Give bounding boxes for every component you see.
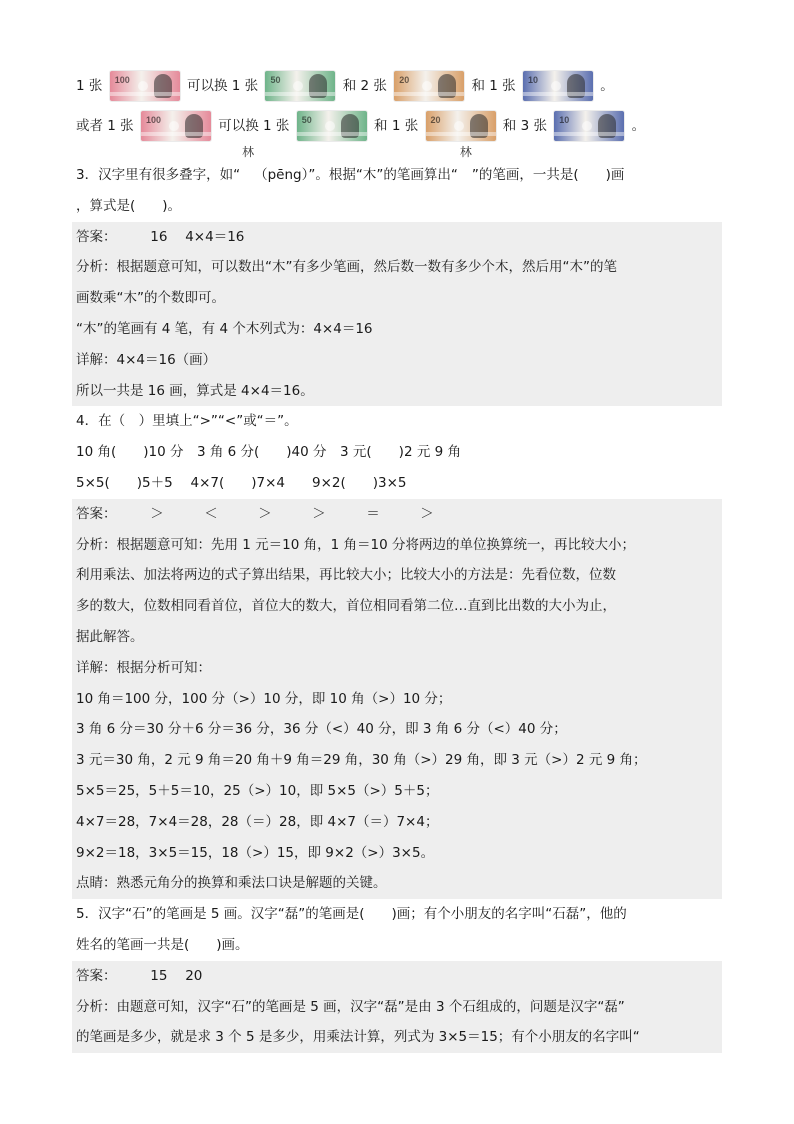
- question-3-line-2: ，算式是( )。: [76, 197, 182, 214]
- text: 和 1 张: [471, 78, 516, 94]
- question-5-line-1: 5．汉字“石”的笔画是 5 画。汉字“磊”的笔画是( )画；有个小朋友的名字叫“石磊”，他的: [76, 906, 627, 923]
- stacked-glyph: [240, 145, 255, 191]
- text: 。: [600, 78, 614, 94]
- banknote-10-image: 10: [523, 71, 593, 101]
- text: 和 3 张: [502, 118, 547, 134]
- analysis-line: 分析：根据题意可知，可以数出“木”有多少笔画，然后数一数有多少个木，然后用“木”的笔: [72, 252, 722, 283]
- text: 可以换 1 张: [218, 118, 290, 134]
- text: 和 2 张: [342, 78, 387, 94]
- money-exchange-row-1: [72, 66, 722, 106]
- question-3-line-1: [72, 145, 722, 191]
- analysis-line: 多的数大，位数相同看首位，首位大的数大，首位相同看第二位…直到比出数的大小为止，: [72, 591, 722, 622]
- analysis-line: “木”的笔画有 4 笔，有 4 个木列式为：4×4＝16: [72, 314, 722, 345]
- banknote-20-image: 20: [394, 71, 464, 101]
- banknote-100-image: 100: [141, 111, 211, 141]
- analysis-line: 的笔画是多少，就是求 3 个 5 是多少，用乘法计算，列式为 3×5＝15；有个小朋友的名字叫“: [72, 1022, 722, 1053]
- question-5-line-2: 姓名的笔画一共是( )画。: [76, 936, 249, 953]
- conclusion-line: 所以一共是 16 画，算式是 4×4＝16。: [72, 376, 722, 407]
- answer-line: 答案： 16 4×4＝16: [72, 222, 722, 253]
- text: 1 张: [76, 78, 103, 94]
- question-4-title: 4．在（ ）里填上“>”“<”或“＝”。: [76, 413, 298, 430]
- analysis-line: 分析：由题意可知，汉字“石”的笔画是 5 画，汉字“磊”是由 3 个石组成的，问题是汉字“磊”: [72, 992, 722, 1023]
- text: 可以换 1 张: [186, 78, 259, 94]
- answer-line: 答案： 15 20: [72, 961, 722, 992]
- detail-line: 3 元＝30 角，2 元 9 角＝20 角＋9 角＝29 角，30 角（>）29 角，即 3 元（>）2 元 9 角；: [72, 745, 722, 776]
- analysis-line: 利用乘法、加法将两边的式子算出结果，再比较大小；比较大小的方法是：先看位数，位数: [72, 560, 722, 591]
- text: 3．汉字里有很多叠字，如“: [76, 167, 241, 183]
- text: 。: [631, 118, 646, 134]
- detail-title: 详解：根据分析可知：: [72, 653, 722, 684]
- question-4-row-2: 5×5( )5＋5 4×7( )7×4 9×2( )3×5: [76, 474, 407, 491]
- detail-line: 详解：4×4＝16（画）: [72, 345, 722, 376]
- stacked-glyph: [458, 145, 472, 191]
- analysis-line: 分析：根据题意可知：先用 1 元＝10 角，1 角＝10 分将两边的单位换算统一，再比较大小；: [72, 530, 722, 561]
- text: 和 1 张: [374, 118, 419, 134]
- banknote-50-image: 50: [297, 111, 367, 141]
- text: （pēng）”。根据“木”的笔画算出“: [254, 167, 458, 183]
- answer-line: 答案： ＞ ＜ ＞ ＞ ＝ ＞: [72, 499, 722, 530]
- banknote-10-image: 10: [554, 111, 624, 141]
- detail-line: 4×7＝28，7×4＝28，28（＝）28，即 4×7（＝）7×4；: [72, 807, 722, 838]
- detail-line: 3 角 6 分＝30 分＋6 分＝36 分，36 分（<）40 分，即 3 角 6 分（<）40 分；: [72, 714, 722, 745]
- detail-line: 5×5＝25，5＋5＝10，25（>）10，即 5×5（>）5＋5；: [72, 776, 722, 807]
- glyph-top: 林: [459, 145, 472, 159]
- banknote-50-image: 50: [265, 71, 335, 101]
- banknote-20-image: 20: [426, 111, 496, 141]
- document-page: [72, 66, 722, 1053]
- banknote-100-image: 100: [110, 71, 180, 101]
- glyph-top: 林: [242, 145, 255, 159]
- text: ”的笔画，一共是( )画: [471, 167, 625, 183]
- analysis-line: 画数乘“木”的个数即可。: [72, 283, 722, 314]
- analysis-line: 据此解答。: [72, 622, 722, 653]
- tip-line: 点睛：熟悉元角分的换算和乘法口诀是解题的关键。: [72, 868, 722, 899]
- money-exchange-row-2: [72, 106, 722, 146]
- detail-line: 9×2＝18，3×5＝15，18（>）15，即 9×2（>）3×5。: [72, 838, 722, 869]
- detail-line: 10 角＝100 分，100 分（>）10 分，即 10 角（>）10 分；: [72, 684, 722, 715]
- question-4-row-1: 10 角( )10 分 3 角 6 分( )40 分 3 元( )2 元 9 角: [76, 444, 461, 461]
- text: 或者 1 张: [76, 118, 134, 134]
